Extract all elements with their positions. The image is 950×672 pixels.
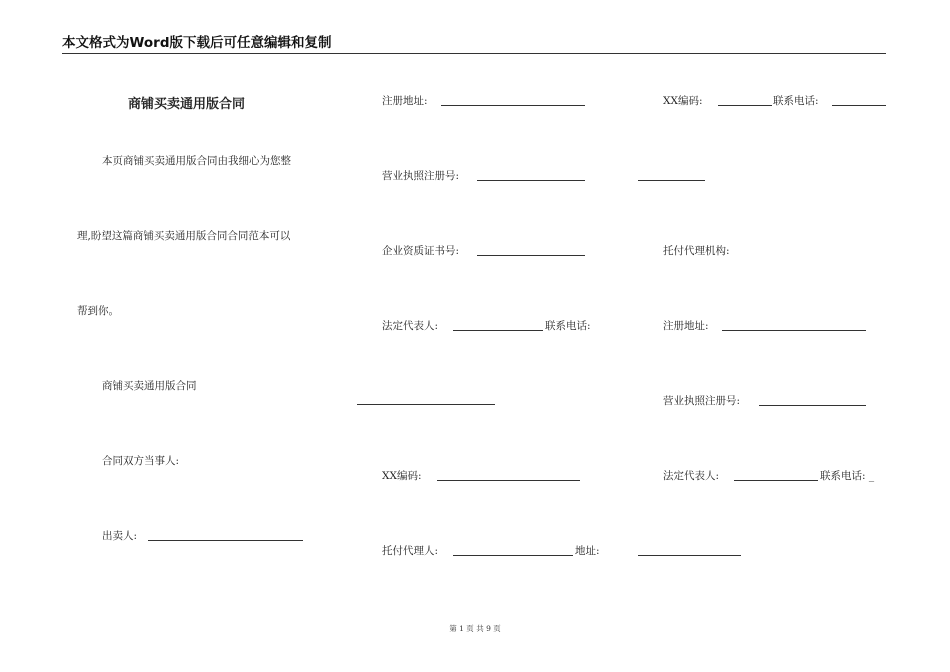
col3-business-license-blank [759, 405, 866, 406]
col3-postcode-blank [718, 105, 772, 106]
legal-rep-phone-label: 联系电话: [545, 320, 591, 332]
reg-address-blank [441, 105, 585, 106]
seller-blank [148, 540, 303, 541]
postcode-label: XX编码: [382, 470, 422, 482]
col3-address-blank [638, 555, 741, 556]
intro-line-3: 帮到你。 [77, 305, 119, 317]
intro-line-1: 本页商铺买卖通用版合同由我细心为您整 [102, 155, 291, 167]
page-footer: 第 1 页 共 9 页 [449, 624, 501, 633]
phone-blank [357, 404, 495, 405]
legal-rep-blank [453, 330, 543, 331]
legal-rep-label: 法定代表人: [382, 320, 439, 332]
agent-address-label: 地址: [575, 545, 600, 557]
col3-legal-rep-blank [734, 480, 818, 481]
qualification-cert-label: 企业资质证书号: [382, 245, 460, 257]
document-header: 本文格式为Word版下载后可任意编辑和复制 [62, 33, 886, 54]
col3-legal-rep-label: 法定代表人: [663, 470, 720, 482]
seller-label: 出卖人: [102, 530, 138, 542]
col3-reg-address-label: 注册地址: [663, 320, 709, 332]
col3-phone-blank [832, 105, 886, 106]
col3-phone2-label: 联系电话: _ [820, 470, 875, 482]
reg-address-label: 注册地址: [382, 95, 428, 107]
qualification-cert-blank [477, 255, 585, 256]
agency-label: 托付代理机构: [663, 245, 730, 257]
parties-label: 合同双方当事人: [102, 455, 180, 467]
col3-business-license-label: 营业执照注册号: [663, 395, 741, 407]
business-license-label: 营业执照注册号: [382, 170, 460, 182]
col3-phone-label: 联系电话: [773, 95, 819, 107]
col3-continued-blank [638, 180, 705, 181]
contract-subtitle: 商铺买卖通用版合同 [102, 380, 197, 392]
document-title: 商铺买卖通用版合同 [128, 97, 246, 112]
postcode-blank [437, 480, 580, 481]
agent-blank [453, 555, 573, 556]
intro-line-2: 理,盼望这篇商铺买卖通用版合同合同范本可以 [77, 230, 291, 242]
col3-reg-address-blank [722, 330, 866, 331]
agent-label: 托付代理人: [382, 545, 439, 557]
col3-postcode-label: XX编码: [663, 95, 703, 107]
business-license-blank [477, 180, 585, 181]
